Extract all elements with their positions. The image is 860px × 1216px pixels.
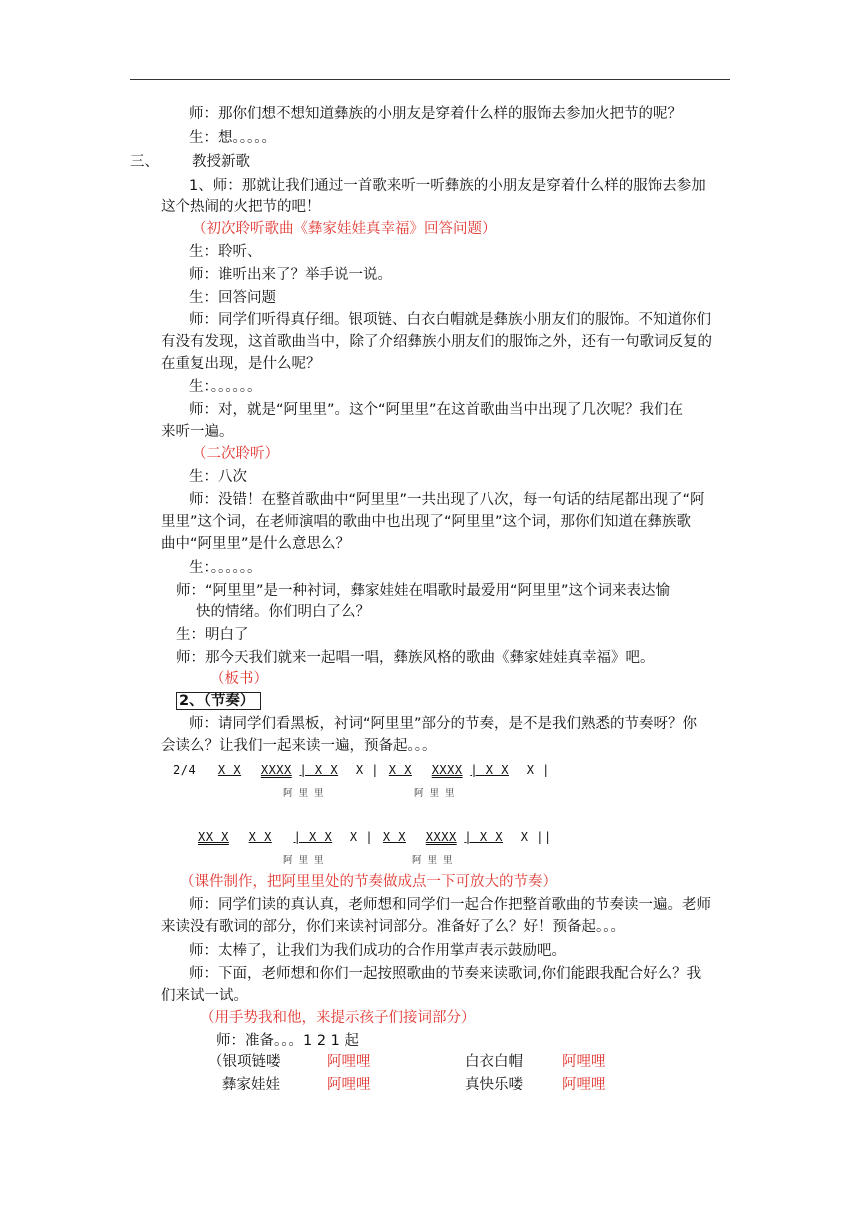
rhythm-lyric: 阿里里 bbox=[414, 788, 461, 799]
beat: X || bbox=[520, 830, 552, 844]
beat: XXXX bbox=[425, 830, 457, 844]
line-01: 师：那你们想不想知道彝族的小朋友是穿着什么样的服饰去参加火把节的呢？ bbox=[189, 106, 682, 122]
rhythm-lyric: 阿里里 bbox=[283, 855, 330, 866]
line-03: 1、师：那就让我们通过一首歌来听一听彝族的小朋友是穿着什么样的服饰去参加 bbox=[189, 178, 706, 194]
lyric-cell: 阿哩哩 bbox=[327, 1077, 371, 1093]
section-number: 三、 bbox=[130, 154, 159, 170]
line-28: 会读么？让我们一起来读一遍，预备起。。。 bbox=[161, 738, 437, 754]
beat: | X X bbox=[299, 763, 339, 777]
lyric-cell: 彝家娃娃 bbox=[222, 1077, 280, 1093]
line-23: 生：明白了 bbox=[176, 627, 249, 643]
lyric-cell: 阿哩哩 bbox=[562, 1054, 606, 1070]
note-second-listen: （二次聆听） bbox=[192, 446, 279, 462]
line-21: 师：“阿里里”是一种衬词，彝家娃娃在唱歌时最爱用“阿里里”这个词来表达愉 bbox=[176, 583, 671, 599]
rhythm-row-1 bbox=[173, 759, 550, 781]
line-07: 师：谁听出来了？举手说一说。 bbox=[189, 267, 392, 283]
section-title: 教授新歌 bbox=[192, 154, 250, 170]
heading-rhythm bbox=[176, 690, 261, 712]
note-gesture: （用手势我和他，来提示孩子们接词部分） bbox=[200, 1010, 476, 1026]
line-30: 师：同学们读的真认真，老师想和同学们一起合作把整首歌曲的节奏读一遍。老师 bbox=[189, 897, 711, 913]
beat: XX X bbox=[198, 830, 229, 844]
line-09: 师：同学们听得真仔细。银项链、白衣白帽就是彝族小朋友们的服饰。不知道你们 bbox=[189, 312, 711, 328]
line-04: 这个热闹的火把节的吧！ bbox=[161, 199, 321, 215]
beat: X X bbox=[388, 763, 412, 777]
line-34: 们来试一试。 bbox=[161, 988, 248, 1004]
line-27: 师：请同学们看黑板，衬词“阿里里”部分的节奏，是不是我们熟悉的节奏呀？你 bbox=[189, 716, 698, 732]
line-31: 来读没有歌词的部分，你们来读衬词部分。准备好了么？好！预备起。。。 bbox=[161, 919, 625, 935]
line-32: 师：太棒了，让我们为我们成功的合作用掌声表示鼓励吧。 bbox=[189, 943, 566, 959]
beat: | X X bbox=[470, 763, 509, 777]
line-22: 快的情绪。你们明白了么？ bbox=[196, 604, 370, 620]
line-36: 师：准备。。。1 2 1 起 bbox=[216, 1033, 360, 1049]
beat: X | bbox=[526, 763, 550, 777]
line-18: 里里”这个词，在老师演唱的歌曲中也出现了“阿里里”这个词，那你们知道在彝族歌 bbox=[161, 514, 692, 530]
line-17: 师：没错！在整首歌曲中“阿里里”一共出现了八次，每一句话的结尾都出现了“阿 bbox=[189, 492, 705, 508]
note-first-listen: （初次聆听歌曲《彝家娃娃真幸福》回答问题） bbox=[192, 221, 497, 237]
rhythm-lyric: 阿里里 bbox=[412, 855, 459, 866]
line-19: 曲中“阿里里”是什么意思么？ bbox=[161, 536, 351, 552]
lyric-cell: 真快乐喽 bbox=[465, 1077, 523, 1093]
rhythm-heading-box: 2、（节奏） bbox=[176, 692, 261, 710]
beat: X X bbox=[248, 830, 272, 844]
beat: | X X bbox=[464, 830, 504, 844]
rhythm-lyric: 阿里里 bbox=[283, 788, 330, 799]
note-courseware: （课件制作，把阿里里处的节奏做成点一下可放大的节奏） bbox=[180, 874, 557, 890]
line-13: 师：对，就是“阿里里”。这个“阿里里”在这首歌曲当中出现了几次呢？我们在 bbox=[189, 402, 684, 418]
line-33: 师：下面，老师想和你们一起按照歌曲的节奏来读歌词,你们能跟我配合好么？我 bbox=[189, 966, 702, 982]
line-02: 生：想。。。。。 bbox=[189, 130, 276, 146]
lyric-cell: 阿哩哩 bbox=[327, 1054, 371, 1070]
beat: X | bbox=[355, 763, 380, 777]
line-14: 来听一遍。 bbox=[161, 424, 234, 440]
beat: X X bbox=[217, 763, 242, 777]
line-10: 有没有发现，这首歌曲当中，除了介绍彝族小朋友们的服饰之外，还有一句歌词反复的 bbox=[161, 334, 712, 350]
line-24: 师：那今天我们就来一起唱一唱，彝族风格的歌曲《彝家娃娃真幸福》吧。 bbox=[176, 650, 655, 666]
lyric-cell: 白衣白帽 bbox=[465, 1054, 523, 1070]
meter: 2/4 bbox=[173, 763, 197, 777]
line-06: 生：聆听、 bbox=[189, 244, 262, 260]
beat: X X bbox=[382, 830, 407, 844]
line-11: 在重复出现，是什么呢？ bbox=[161, 356, 321, 372]
header-rule bbox=[130, 79, 730, 80]
line-08: 生：回答问题 bbox=[189, 290, 276, 306]
lyric-cell: （银项链喽 bbox=[208, 1054, 281, 1070]
line-20: 生：。。。。。。 bbox=[189, 560, 262, 576]
lyric-cell: 阿哩哩 bbox=[562, 1077, 606, 1093]
beat: | X X bbox=[293, 830, 333, 844]
line-16: 生：八次 bbox=[189, 469, 247, 485]
beat: X | bbox=[349, 830, 374, 844]
note-blackboard: （板书） bbox=[210, 671, 268, 687]
beat: XXXX bbox=[431, 763, 463, 777]
rhythm-row-2 bbox=[198, 826, 552, 848]
beat: XXXX bbox=[260, 763, 292, 777]
line-12: 生：。。。。。。 bbox=[189, 379, 262, 395]
